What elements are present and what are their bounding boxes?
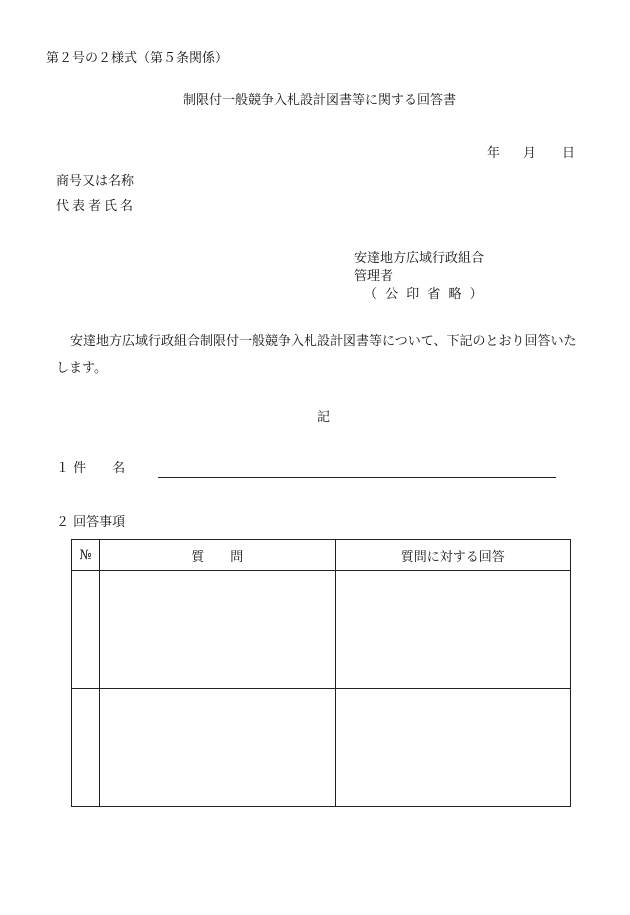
answer-cell bbox=[335, 571, 570, 689]
seal-omitted-note: （ 公 印 省 略 ） bbox=[364, 287, 485, 302]
header-question: 質 問 bbox=[100, 540, 335, 571]
item-subject bbox=[56, 462, 159, 475]
issuer-organization: 安達地方広域行政組合 bbox=[354, 251, 485, 266]
qa-table-header bbox=[72, 540, 571, 571]
company-name-label: 商号又は名称 bbox=[56, 174, 135, 189]
item-answers-label: 回答事項 bbox=[73, 515, 126, 530]
subject-underline bbox=[158, 477, 556, 478]
representative-label: 代表者氏名 bbox=[56, 199, 137, 214]
header-answer: 質問に対する回答 bbox=[335, 540, 570, 571]
ki-heading: 記 bbox=[317, 410, 331, 425]
item-answers-number: ２ bbox=[56, 515, 70, 530]
header-number: № bbox=[72, 540, 100, 571]
qa-table bbox=[71, 539, 571, 807]
date-line bbox=[487, 147, 575, 160]
issuer-title: 管理者 bbox=[354, 269, 394, 284]
item-answers bbox=[56, 516, 125, 529]
date-year: 年 bbox=[487, 146, 501, 161]
document-title: 制限付一般競争入札設計図書等に関する回答書 bbox=[183, 93, 457, 108]
question-cell bbox=[100, 689, 335, 807]
row-number-cell bbox=[72, 689, 100, 807]
date-month: 月 bbox=[523, 146, 537, 161]
row-number-cell bbox=[72, 571, 100, 689]
item-subject-label: 件 名 bbox=[73, 461, 126, 476]
item-subject-number: １ bbox=[56, 461, 70, 476]
form-number: 第２号の２様式（第５条関係） bbox=[46, 51, 229, 66]
table-row bbox=[72, 571, 571, 689]
table-row bbox=[72, 689, 571, 807]
date-day: 日 bbox=[562, 146, 576, 161]
answer-cell bbox=[335, 689, 570, 807]
body-text: 安達地方広域行政組合制限付一般競争入札設計図書等について、下記のとおり回答いたします。 bbox=[56, 334, 577, 376]
question-cell bbox=[100, 571, 335, 689]
